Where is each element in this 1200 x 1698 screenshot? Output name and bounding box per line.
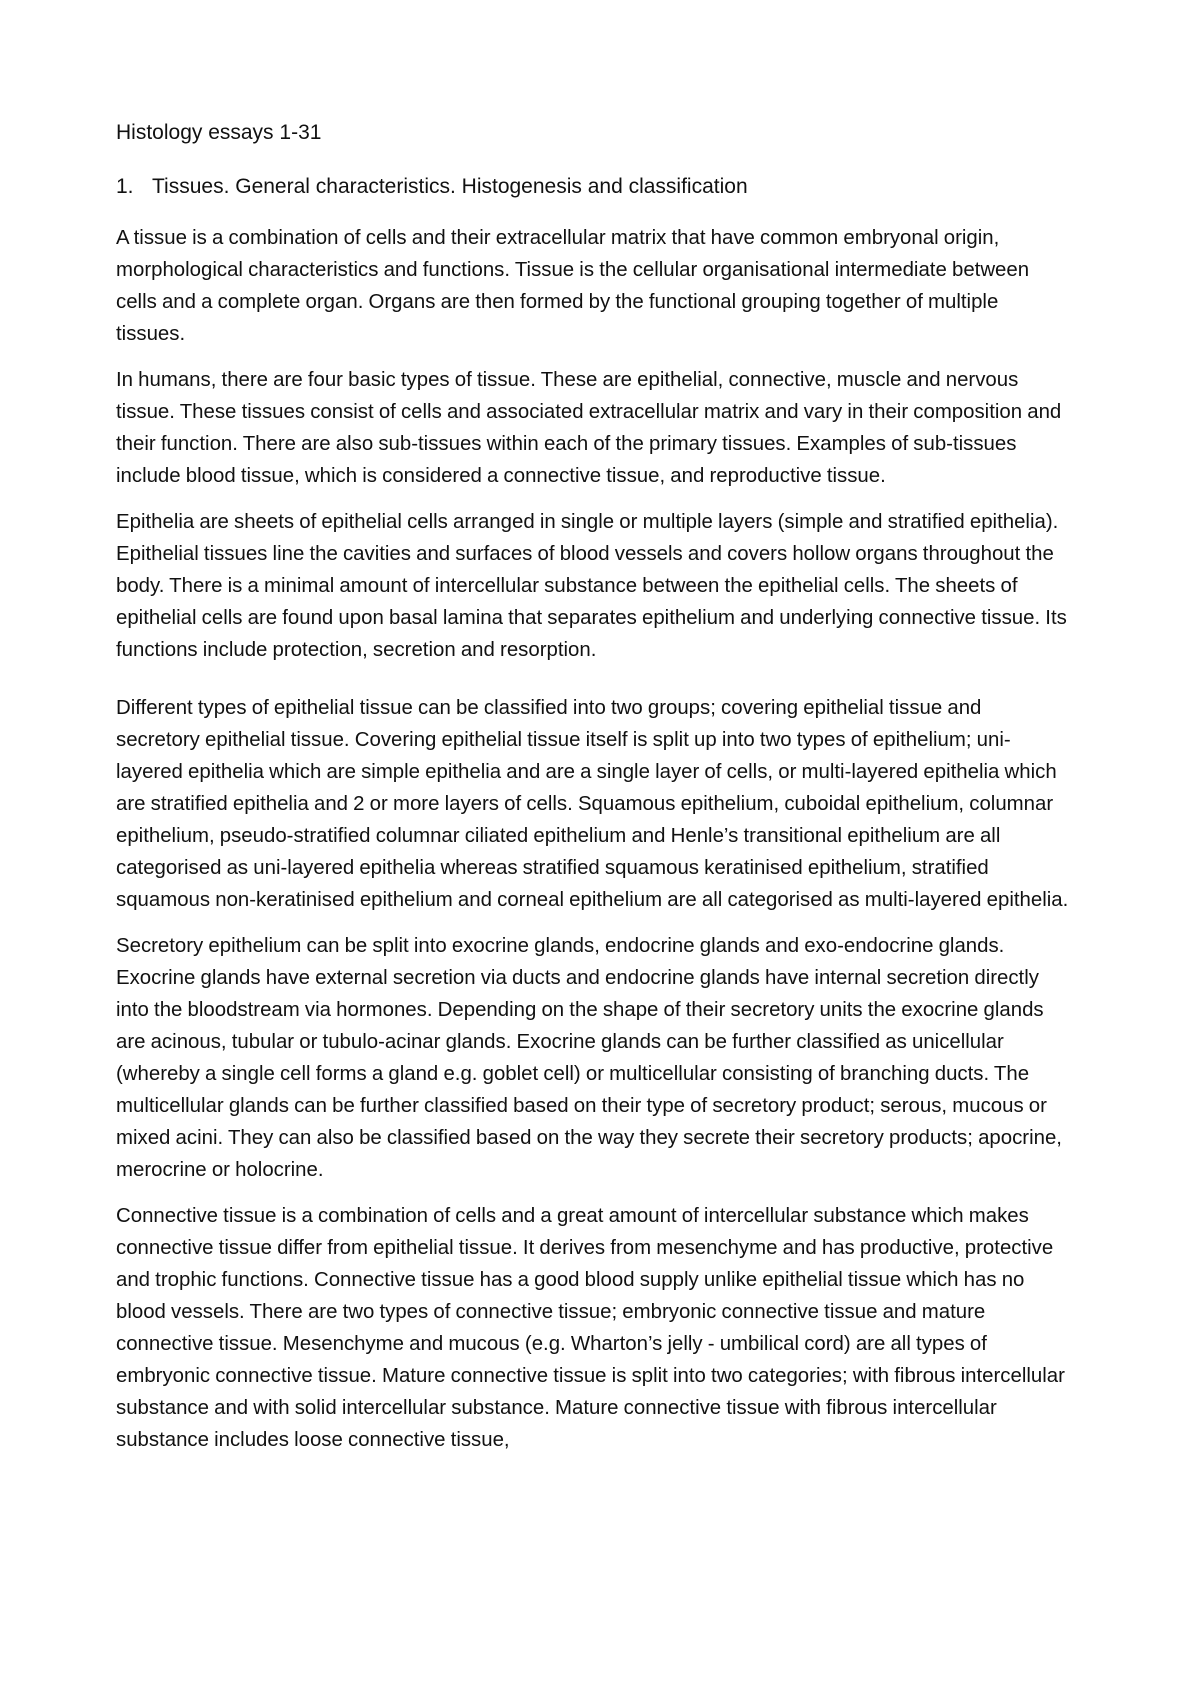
paragraph-connective-tissue: Connective tissue is a combination of cells and a great amount of intercellular substance which makes connective tissue differ from epithelial tissue. It derives from mesenchyme and has productive, protective and trophic functions. Connective tissue has a good blood supply unlike epithelial tissue which has no blood vessels. There are two types of connective tissue; embryonic connective tissue and mature connective tissue. Mesenchyme and mucous (e.g. Wharton’s jelly - umbilical cord) are all types of embryonic connective tissue. Mature connective tissue is split into two categories; with fibrous intercellular substance and with solid intercellular substance. Mature connective tissue with fibrous intercellular substance includes loose connective tissue, <box>116 1205 1065 1451</box>
paragraph-tissue-definition: A tissue is a combination of cells and their extracellular matrix that have common embryonal origin, morphological characteristics and functions. Tissue is the cellular organisational intermediate between cells and a complete organ. Organs are then formed by the functional grouping together of multiple tissues. <box>116 227 1030 345</box>
paragraph-secretory-epithelium: Secretory epithelium can be split into exocrine glands, endocrine glands and exo-endocrine glands. Exocrine glands have external secretion via ducts and endocrine glands have internal secretion directly into the bloodstream via hormones. Depending on the shape of their secretory units the exocrine glands are acinous, tubular or tubulo-acinar glands. Exocrine glands can be further classified as unicellular (whereby a single cell forms a gland e.g. goblet cell) or multicellular consisting of branching ducts. The multicellular glands can be further classified based on their type of secretory product; serous, mucous or mixed acini. They can also be classified based on the way they secrete their secretory products; apocrine, merocrine or holocrine. <box>116 935 1062 1181</box>
document-title: Histology essays 1-31 <box>116 121 322 144</box>
paragraph-tissue-types: In humans, there are four basic types of tissue. These are epithelial, connective, muscle and nervous tissue. These tissues consist of cells and associated extracellular matrix and vary in their composition and their function. There are also sub-tissues within each of the primary tissues. Examples of sub-tissues include blood tissue, which is considered a connective tissue, and reproductive tissue. <box>116 369 1062 487</box>
section-heading <box>116 172 1070 202</box>
paragraph-epithelial-classification: Different types of epithelial tissue can be classified into two groups; covering epithelial tissue and secretory epithelial tissue. Covering epithelial tissue itself is split up into two types of epithelium; uni-layered epithelia which are simple epithelia and are a single layer of cells, or multi-layered epithelia which are stratified epithelia and 2 or more layers of cells. Squamous epithelium, cuboidal epithelium, columnar epithelium, pseudo-stratified columnar ciliated epithelium and Henle’s transitional epithelium are all categorised as uni-layered epithelia whereas stratified squamous keratinised epithelium, stratified squamous non-keratinised epithelium and corneal epithelium are all categorised as multi-layered epithelia. <box>116 697 1069 911</box>
section-title: Tissues. General characteristics. Histogenesis and classification <box>152 175 748 198</box>
section-number: 1. <box>116 175 134 198</box>
paragraph-epithelia: Epithelia are sheets of epithelial cells arranged in single or multiple layers (simple and stratified epithelia). Epithelial tissues line the cavities and surfaces of blood vessels and covers hollow organs throughout the body. There is a minimal amount of intercellular substance between the epithelial cells. The sheets of epithelial cells are found upon basal lamina that separates epithelium and underlying connective tissue. Its functions include protection, secretion and resorption. <box>116 511 1067 661</box>
